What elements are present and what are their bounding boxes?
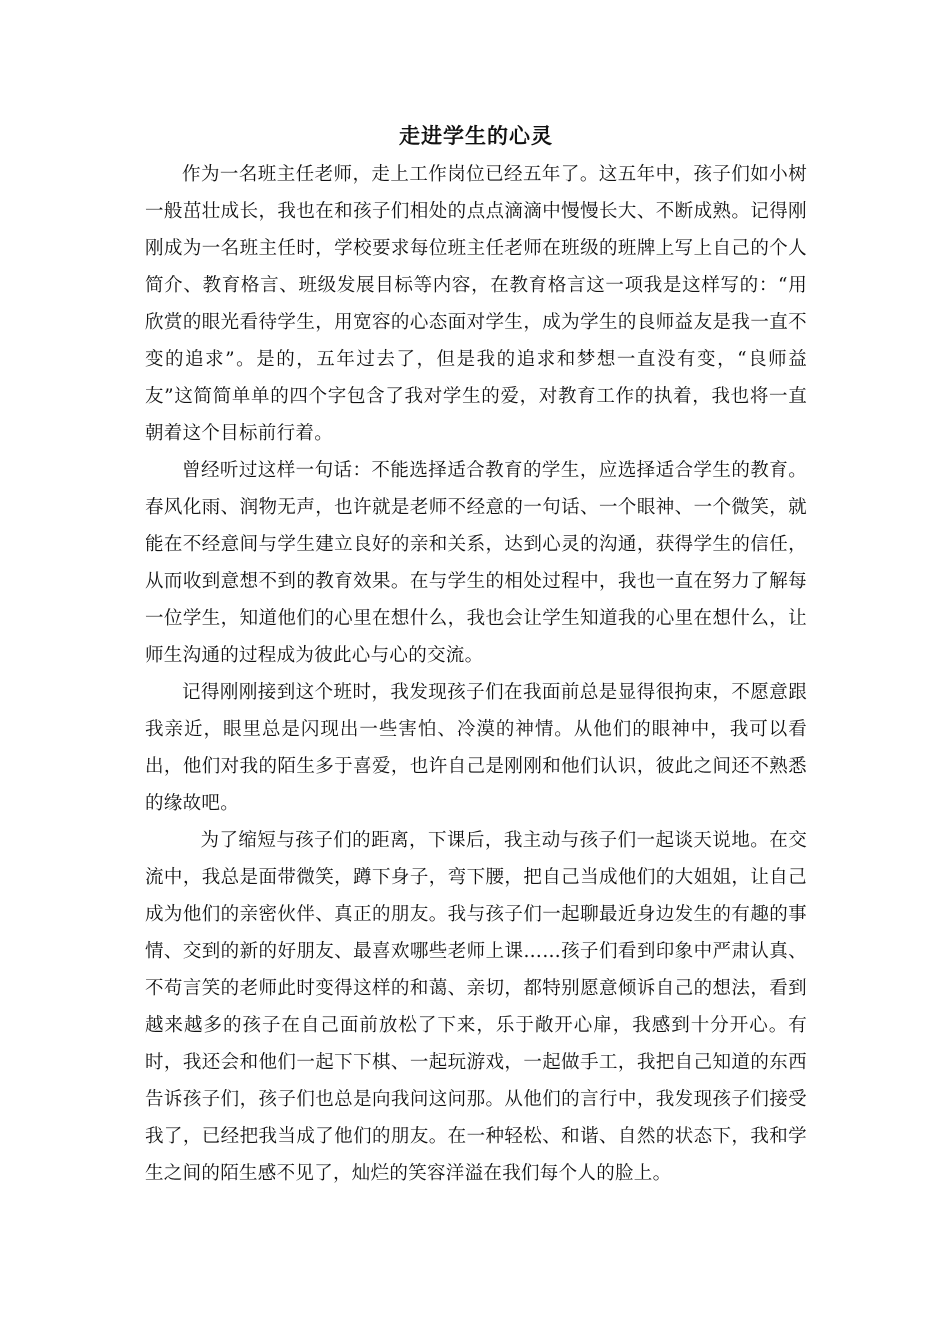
paragraph-2: 曾经听过这样一句话：不能选择适合教育的学生，应选择适合学生的教育。春风化雨、润物无声，也许就是老师不经意的一句话、一个眼神、一个微笑，就能在不经意间与学生建立良好的亲和关系，达到心灵的沟通，获得学生的信任，从而收到意想不到的教育效果。在与学生的相处过程中，我也一直在努力了解每一位学生，知道他们的心里在想什么，我也会让学生知道我的心里在想什么，让师生沟通的过程成为彼此心与心的交流。 xyxy=(145,460,807,666)
paragraph-1: 作为一名班主任老师，走上工作岗位已经五年了。这五年中，孩子们如小树一般茁壮成长，我也在和孩子们相处的点点滴滴中慢慢长大、不断成熟。记得刚刚成为一名班主任时，学校要求每位班主任老师在班级的班牌上写上自己的个人简介、教育格言、班级发展目标等内容，在教育格言这一项我是这样写的：“用欣赏的眼光看待学生，用宽容的心态面对学生，成为学生的良师益友是我一直不变的追求”。是的，五年过去了，但是我的追求和梦想一直没有变，“良师益友”这简简单单的四个字包含了我对学生的爱，对教育工作的执着，我也将一直朝着这个目标前行着。 xyxy=(145,164,807,444)
document-page xyxy=(145,118,807,1192)
paragraph-4: 为了缩短与孩子们的距离，下课后，我主动与孩子们一起谈天说地。在交流中，我总是面带微笑，蹲下身子，弯下腰，把自己当成他们的大姐姐，让自己成为他们的亲密伙伴、真正的朋友。我与孩子们一起聊最近身边发生的有趣的事情、交到的新的好朋友、最喜欢哪些老师上课……孩子们看到印象中严肃认真、不苟言笑的老师此时变得这样的和蔼、亲切，都特别愿意倾诉自己的想法，看到越来越多的孩子在自己面前放松了下来，乐于敞开心扉，我感到十分开心。有时，我还会和他们一起下下棋、一起玩游戏，一起做手工，我把自己知道的东西告诉孩子们，孩子们也总是向我问这问那。从他们的言行中，我发现孩子们接受我了，已经把我当成了他们的朋友。在一种轻松、和谐、自然的状态下，我和学生之间的陌生感不见了，灿烂的笑容洋溢在我们每个人的脸上。 xyxy=(145,830,807,1184)
document-title: 走进学生的心灵 xyxy=(399,124,553,148)
paragraph-3: 记得刚刚接到这个班时，我发现孩子们在我面前总是显得很拘束，不愿意跟我亲近，眼里总是闪现出一些害怕、冷漠的神情。从他们的眼神中，我可以看出，他们对我的陌生多于喜爱，也许自己是刚刚和他们认识，彼此之间还不熟悉的缘故吧。 xyxy=(145,682,807,814)
